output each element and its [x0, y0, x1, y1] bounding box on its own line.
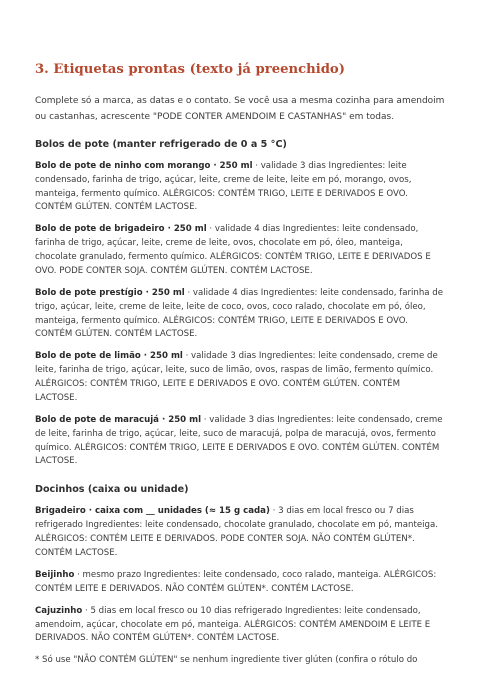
label-item-text: · validade 3 dias Ingredientes: leite condensado, creme de leite, farinha de trigo, açúcar, leite, suco de limão, ovos, raspas de limão, fermento químico. ALÉRGICOS: CONTÉM TRIGO, LEITE E DERIVADOS E OVO. CONTÉM GLÚTEN. CONTÉM LACTOSE.	[35, 351, 438, 403]
section-intro: Complete só a marca, as datas e o contato. Se você usa a mesma cozinha para amendoim ou castanhas, acrescente "PODE CONTER AMENDOIM E CASTANHAS" em todas.	[35, 96, 445, 122]
label-item-name: Bolo de pote de maracujá · 250 ml	[35, 414, 202, 425]
group-heading-bolos: Bolos de pote (manter refrigerado de 0 a 5 °C)	[35, 139, 287, 150]
label-item-name: Bolo de pote prestígio · 250 ml	[35, 287, 185, 298]
label-item	[35, 160, 445, 215]
label-item	[35, 414, 445, 469]
label-item-text: · validade 3 dias Ingredientes: leite condensado, creme de leite, farinha de trigo, açúcar, leite, suco de maracujá, polpa de maracujá, ovos, fermento químico. ALÉRGICOS: CONTÉM TRIGO, LEITE E DERIVADOS E OVO. CONTÉM GLÚTEN. CONTÉM LACTOSE.	[35, 414, 443, 467]
label-item-text: · 5 dias em local fresco ou 10 dias refrigerado Ingredientes: leite condensado, amendoim, açúcar, chocolate em pó, manteiga. ALÉRGICOS: CONTÉM AMENDOIM E LEITE E DERIVADOS. NÃO CONTÉM GLÚTEN*. CONTÉM LACTOSE.	[35, 605, 431, 644]
label-item	[35, 223, 445, 278]
label-item-name: Bolo de pote de brigadeiro · 250 ml	[35, 224, 207, 235]
spacer	[35, 477, 445, 484]
label-item-text: · validade 4 dias Ingredientes: leite condensado, farinha de trigo, açúcar, leite, creme de leite, leite de coco, ovos, coco ralado, chocolate em pó, óleo, manteiga, fermento químico. ALÉRGICOS: CONTÉM TRIGO, LEITE E DERIVADOS E OVO. CONTÉM GLÚTEN. CONTÉM LACTOSE.	[35, 287, 444, 340]
footnote: * Só use "NÃO CONTÉM GLÚTEN" se nenhum ingrediente tiver glúten (confira o rótulo do	[35, 655, 418, 666]
label-item	[35, 287, 445, 342]
label-item-text: · 3 dias em local fresco ou 7 dias refrigerado Ingredientes: leite condensado, chocolate granulado, chocolate em pó, manteiga. ALÉRGICOS: CONTÉM LEITE E DERIVADOS. PODE CONTER SOJA. NÃO CONTÉM GLÚTEN*. CONTÉM LACTOSE.	[35, 506, 438, 558]
label-item	[35, 350, 445, 405]
group-heading-docinhos: Docinhos (caixa ou unidade)	[35, 484, 189, 496]
group-docinhos	[35, 484, 445, 646]
label-item-name: Bolo de pote de limão · 250 ml	[35, 351, 183, 362]
label-item-name: Cajuzinho	[35, 605, 83, 616]
section-title: 3. Etiquetas prontas (texto já preenchido)	[35, 62, 345, 77]
label-item-text: · validade 3 dias Ingredientes: leite condensado, farinha de trigo, açúcar, leite, creme de leite, leite em pó, morango, ovos, manteiga, fermento químico. ALÉRGICOS: CONTÉM TRIGO, LEITE E DERIVADOS E OVO. CONTÉM GLÚTEN. CONTÉM LACTOSE.	[35, 161, 412, 213]
label-item	[35, 605, 445, 646]
label-item-name: Brigadeiro · caixa com __ unidades (≈ 15 g cada)	[35, 506, 270, 517]
label-item-text: · mesmo prazo Ingredientes: leite condensado, coco ralado, manteiga. ALÉRGICOS: CONTÉM LEITE E DERIVADOS. NÃO CONTÉM GLÚTEN*. CONTÉM LACTOSE.	[35, 569, 437, 594]
group-bolos	[35, 139, 445, 469]
label-item	[35, 569, 445, 597]
label-item-text: · validade 4 dias Ingredientes: leite condensado, farinha de trigo, açúcar, leite, creme de leite, ovos, chocolate em pó, óleo, manteiga, chocolate granulado, fermento químico. ALÉRGICOS: CONTÉM TRIGO, LEITE E DERIVADOS E OVO. PODE CONTER SOJA. CONTÉM GLÚTEN. CONTÉM LACTOSE.	[35, 224, 431, 276]
label-item	[35, 505, 445, 560]
label-item-name: Bolo de pote de ninho com morango · 250 ml	[35, 161, 253, 171]
label-item-name: Beijinho	[35, 569, 75, 580]
